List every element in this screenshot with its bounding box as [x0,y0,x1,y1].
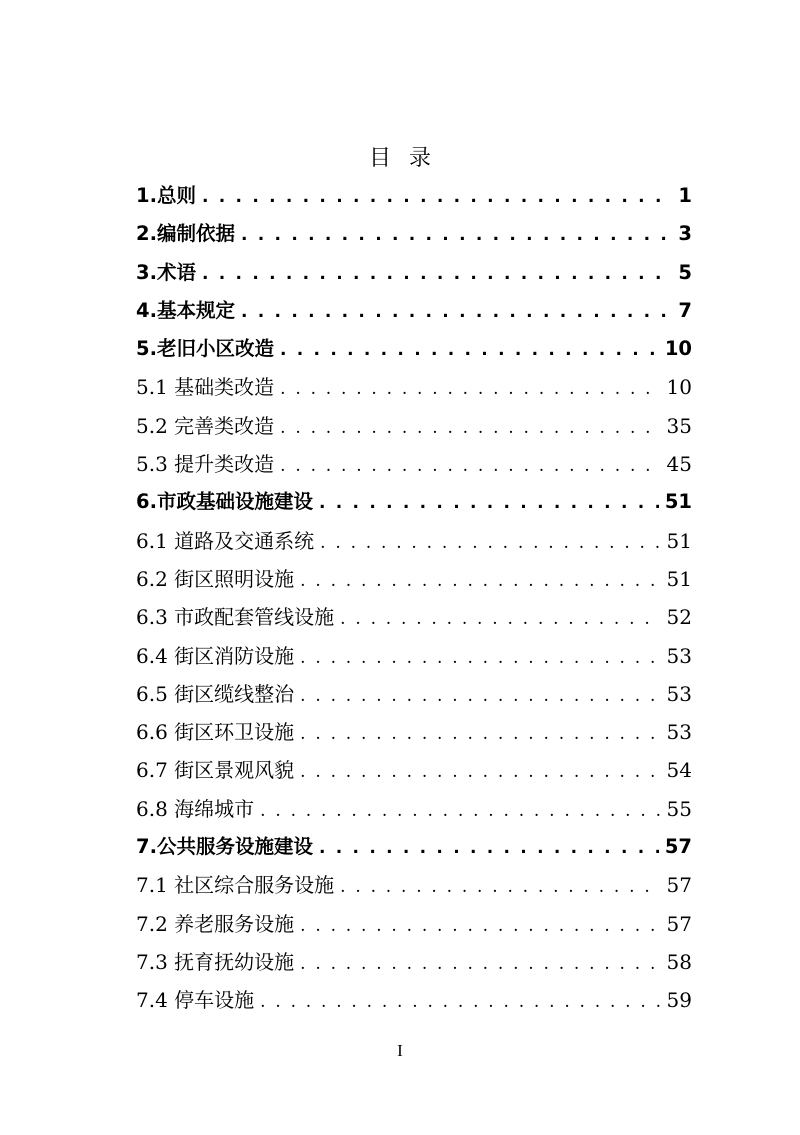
toc-entry-page: 52 [666,605,692,630]
toc-entry[interactable] [136,177,692,215]
toc-entry-label: 7.1 社区综合服务设施 [136,873,335,898]
toc-entry[interactable] [136,215,692,253]
page-title: 目录 [368,146,449,171]
toc-entry-label: 7.3 抚育抚幼设施 [136,949,295,974]
toc-entry-label: 6.5 街区缆线整治 [136,681,295,706]
toc-entry-label: 6.2 街区照明设施 [136,566,295,591]
toc-leader-dots [300,753,660,791]
toc-entry-label: 6.4 街区消防设施 [136,643,295,668]
toc-leader-dots [280,409,660,447]
toc-entry-page: 5 [678,260,692,284]
toc-entry[interactable] [136,560,692,598]
toc-entry[interactable] [136,522,692,560]
toc-leader-dots [280,331,659,369]
toc-leader-dots [280,370,660,408]
toc-entry-page: 57 [666,873,692,898]
toc-entry-label: 2.编制依据 [136,222,235,246]
toc-leader-dots [202,178,672,216]
toc-entry[interactable] [136,866,692,904]
toc-entry-label: 4.基本规定 [136,298,235,322]
toc-entry-page: 59 [666,988,692,1013]
toc-entry-page: 51 [664,490,692,514]
toc-entry[interactable] [136,483,692,521]
toc-leader-dots [300,907,660,945]
toc-entry-page: 10 [666,375,692,400]
toc-entry[interactable] [136,292,692,330]
toc-entry-label: 6.1 道路及交通系统 [136,528,315,553]
toc-entry-label: 5.老旧小区改造 [136,337,274,361]
toc-entry-label: 7.公共服务设施建设 [136,835,313,859]
toc-entry-page: 53 [666,720,692,745]
toc-entry-page: 53 [666,681,692,706]
toc-leader-dots [319,829,659,867]
toc-entry-label: 7.2 养老服务设施 [136,911,295,936]
toc-entry[interactable] [136,368,692,406]
toc-entry[interactable] [136,637,692,675]
toc-entry[interactable] [136,407,692,445]
toc-entry[interactable] [136,790,692,828]
toc-entry[interactable] [136,905,692,943]
toc-leader-dots [280,447,660,485]
toc-entry-label: 6.8 海绵城市 [136,796,255,821]
toc-entry-label: 5.2 完善类改造 [136,413,275,438]
toc-entry-page: 54 [666,758,692,783]
toc-entry-page: 57 [664,835,692,859]
toc-leader-dots [260,792,660,830]
toc-entry-label: 6.3 市政配套管线设施 [136,605,335,630]
toc-entry-page: 57 [666,911,692,936]
toc-entry[interactable] [136,828,692,866]
toc-entry-label: 6.6 街区环卫设施 [136,720,295,745]
toc-entry-page: 51 [666,566,692,591]
toc-leader-dots [320,524,660,562]
toc-entry-label: 6.7 街区景观风貌 [136,758,295,783]
toc-entry-label: 3.术语 [136,260,196,284]
toc-leader-dots [300,639,660,677]
toc-entry[interactable] [136,330,692,368]
page-number: I [397,1041,403,1060]
toc-entry[interactable] [136,254,692,292]
toc-entry[interactable] [136,445,692,483]
toc-entry-page: 55 [666,796,692,821]
toc-leader-dots [241,216,672,254]
toc-entry[interactable] [136,598,692,636]
toc-entry[interactable] [136,713,692,751]
toc-entry[interactable] [136,675,692,713]
toc-leader-dots [300,677,660,715]
toc-leader-dots [241,293,672,331]
toc-leader-dots [340,868,660,906]
toc-entry-label: 5.1 基础类改造 [136,375,275,400]
toc-entry[interactable] [136,943,692,981]
toc-entry-page: 3 [678,222,692,246]
toc-entry-label: 1.总则 [136,184,196,207]
toc-leader-dots [300,945,660,983]
toc-entry-page: 58 [666,949,692,974]
toc-leader-dots [300,562,660,600]
toc-entry-page: 53 [666,643,692,668]
toc-entry-label: 5.3 提升类改造 [136,452,275,477]
toc-leader-dots [340,600,660,638]
toc-leader-dots [300,715,660,753]
toc-entry-page: 45 [666,452,692,477]
toc-entry-page: 7 [678,298,692,322]
toc-leader-dots [260,983,660,1021]
toc-entry-label: 6.市政基础设施建设 [136,490,313,514]
table-of-contents [136,177,692,1020]
toc-entry-page: 35 [666,413,692,438]
toc-entry[interactable] [136,981,692,1019]
toc-entry-label: 7.4 停车设施 [136,988,255,1013]
toc-entry-page: 10 [664,337,692,361]
toc-leader-dots [202,255,672,293]
toc-entry-page: 51 [666,528,692,553]
toc-leader-dots [319,484,659,522]
toc-entry[interactable] [136,751,692,789]
toc-entry-page: 1 [678,184,692,207]
